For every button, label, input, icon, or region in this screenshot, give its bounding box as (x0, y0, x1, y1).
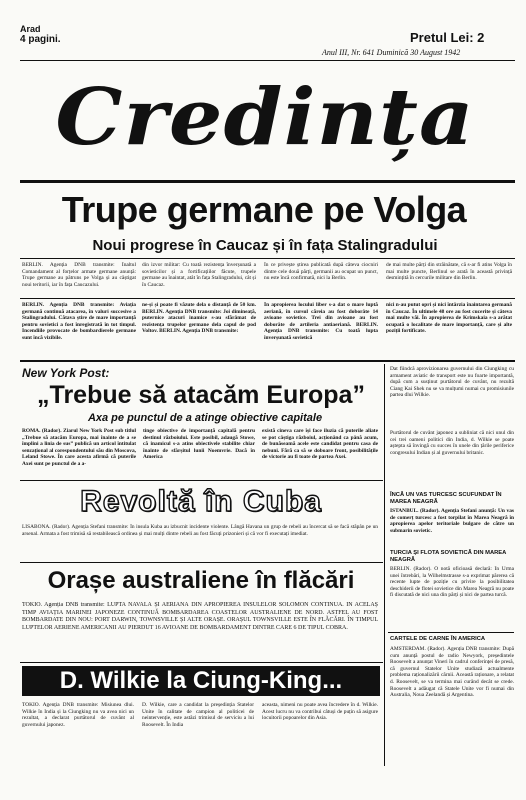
masthead-rule (20, 60, 515, 61)
wilkie-col-2: D. Wilkie, care a candidat la președinția Statelor Unite în calitate de campion al politicei de neintervenție, este astăzi trimisul de serviciu a lui Roosevelt. În India (142, 702, 254, 728)
issue-line: Anul III, Nr. 641 Duminică 30 August 1942 (322, 48, 461, 57)
volga-col-4b: nici n-au putut opri și nici întârzia înaintarea germană în Caucaz. În ultimele 48 ore au fost cucerite și câteva mai multe văi. În apropierea de Krimskaia s-a arătat ocupată o localitate de mare importanță, care și alte poziții fortificate. (386, 302, 512, 335)
cuba-bottom-rule (20, 562, 383, 563)
europa-subhead: Axa pe punctul de a atinge obiective capitale (87, 412, 323, 424)
europa-bottom-rule (20, 480, 383, 481)
australia-bottom-rule (20, 662, 383, 663)
volga-col-1: BERLIN. Agenția DNB transmite: Înaltul Comandament al forțelor armate germane anunță: Trupe germane au pătruns pe Volga și au câștigat noui teritorii, iar în fața Caucazului. (22, 262, 136, 288)
sidebar-divider (384, 364, 385, 606)
sidebar-heading-3: CARTELE DE CARNE ÎN AMERICA (390, 636, 486, 642)
europa-col-3: există cineva care își face iluzia că puterile aliate se pot câștiga războiul, acționând ca până acum, de bunăseamă acele este candidat pentru casa de nebuni. Fără ca să se doboare front, posibilitățile de victorie au fi toate de partea Axei. (262, 428, 378, 461)
volga-col-1b: BERLIN. Agenția DNB transmite: Aviația germană continuă atacarea, în valuri succesive a Stalingradului. Cătava știre de mare importanță pentru sovietici a fost înregistrată în tot timpul. Incendiile provocate de bombardierele germane sunt încă vizibile. (22, 302, 136, 341)
volga-subhead: Noui progrese în Caucaz și în fața Stalingradului (92, 237, 438, 254)
volga-col-3: În ce privește știrea publicată după câteva ciocniri dintre cele două părți, germanii au ocupat un punct, nu este încă confirmată, nici la Berlin. (264, 262, 378, 282)
sidebar-divider-lower (384, 606, 385, 766)
sidebar-para-2: Purtătorul de cuvânt japonez a subliniat că nici unul din cei trei oameni politici din India, d. Wilkie se poate aștepta să învingă cu succes în unele din țările periferice congresului Indian și al guvernului britanic. (390, 430, 514, 456)
volga-col-3b: În apropierea locului liber s-a dat o mare luptă aeriană, în cursul căreia au fost doborâte 14 avioane sovietice. Trei din avioane au fost doborâte de artileria antiaeriană. BERLIN. Agenția DNB transmite: Cu toată lupta înverșunată sovietică (264, 302, 378, 341)
sidebar-heading-2: TURCIA ȘI FLOTA SOVIETICĂ DIN MAREA NEAGRĂ (390, 550, 507, 563)
volga-mid-rule (20, 298, 515, 299)
page-count: 4 pagini. (20, 34, 61, 45)
volga-col-4: de mai multe părți din străinătate, că s-ar fi atins Volga în mai multe puncte, Berlinul se arată în această privință desmințită în cercurile militare din Berlin. (386, 262, 512, 282)
sidebar-heading-1: ÎNCĂ UN VAS TURCESC SCUFUNDAT ÎN MAREA NEAGRĂ (390, 492, 502, 505)
volga-bottom-rule (20, 360, 515, 362)
title-rule (20, 180, 515, 183)
sidebar-para-1: Dat fiindcă aprovizionarea guvernului din Ciungking cu armament aviatic de transport este nu foarte importantă, după cum a susținut purtătorul de cuvânt, nu rezultă Ciang Kai Shek nu se va mulțumi numai cu promisiunile partea dlui Wilkie. (390, 366, 514, 399)
volga-col-2b: ne-și și poate fi văzute dela o distanță de 50 km. BERLIN. Agenția DNB transmite: Joi dimineață, puternice atacuri inamice s-au sfărâmat de rezistența trupelor germane dela capul de pod Voltov. BERLIN. Agenția DNB transmite: (142, 302, 256, 335)
sidebar-para-3: ISTANBUL. (Rador). Agenția Stefani anunță: Un vas de comerț turcesc a fost torpilat în Marea Neagră în apropierea apelor teritoriale bulgare de către un submarin sovietic. (390, 508, 514, 534)
wilkie-col-3: aceasta, nimeni nu poate avea încredere în d. Wilkie. Acest lucru nu va contribui câtuși de puțin să asigure locuitorii popoarelor din Asia. (262, 702, 378, 722)
cuba-headline: Revoltă în Cuba (80, 485, 322, 518)
volga-col-2: din izvor militar: Cu toată rezistența înverșunată a sovieticilor și a fortificațiilor făcute, trupele germane au înaintat, atât în fața Stalingradului, cât și în Caucaz. (142, 262, 256, 288)
volga-sub-rule (20, 258, 515, 259)
wilkie-headline: D. Wilkie la Ciung-King... (22, 666, 380, 696)
europa-headline: „Trebue să atacăm Europa” (37, 381, 365, 409)
europa-col-2: tinge obiective de importanță capitală pentru destinul războiului. Este posibil, adaugă Stowe, că inamicul s-a atins obiectivele stabilite chiar înainte de sfârșitul lunii Noemvrie. Dacă în America (143, 428, 255, 461)
newspaper-title: Credința (55, 72, 475, 163)
price: Pretul Lei: 2 (410, 30, 485, 45)
volga-headline: Trupe germane pe Volga (61, 189, 467, 230)
sidebar-para-4: BERLIN. (Rador). O notă oficioasă declară: În Urma unei întrebări, la Wilhelmstrasse s-a exprimat părerea că recente lupte de poziție cu privire la posibilitatea deschiderii de flotei sovietice din Marea Neagră nu poate fi discutată de nici una din părți și nici de partea turcă. (390, 566, 514, 599)
wilkie-col-1: TOKIO. Agenția DNB transmite: Misiunea dlui. Wilkie în India și la Ciungking nu va avea nici un rezultat, a declarat purtătorul de cuvânt al guvernului japonez. (22, 702, 134, 728)
sidebar-rule (388, 632, 514, 633)
cuba-body: LISABONA. (Rador). Agenția Stefani transmite: În insula Kuba au izbucnit incidente violente. Lângă Havana un grup de rebeli au încercat să se facă stăpân pe un arsenal. Armata a fost trimisă să restabilească ordinea și mai mulți dintre rebeli au fost făcuți prizonieri și că vor fi executați imediat. (22, 524, 378, 537)
europa-kicker: New York Post: (22, 366, 110, 380)
australia-headline: Orașe australiene în flăcări (47, 567, 355, 594)
location: Arad (20, 24, 41, 34)
australia-body: TOKIO. Agenția DNB transmite: LUPTA NAVALĂ ȘI AERIANĂ DIN APROPIEREA INSULELOR SOLOMON CONTINUĂ. ÎN ACELAȘ TIMP AVIAȚIA MARINEI JAPONEZE CONTINUĂ BOMBARDAREA COASTELOR AUSTRALIENE DE NORD. ASTFEL AU FOST BOMBARDATE DIN NOU: PORT DARWIN, TOWNSVILLE ȘI ALTE ORAȘE. ORAȘUL TOWNSVILLE ESTE ÎN FLĂCĂRI. ÎN TIMPUL LUPTELOR AERIENE AMERICANII AU PIERDUT 16 AVIOANE DE BOMBARDAMENT DINTRE CARE 6 DE TIPUL COBRA. (22, 602, 378, 631)
sidebar-para-5: AMSTERDAM. (Rador). Agenția DNB transmite: După cum anunță postul de radio Newyork, președintele Roosevelt a anunțat Vineri în cadrul conferinței de presă, că guvernul Statelor Unite studiază actualmente problema raționalizării cărnii. Această raționare, a relatat d. Roosevelt, se va termina mai curând decât se crede. Roosevelt a adăugat că Statele Unite vor fi numai din Australia, Noua Zeelandă și Argentina. (390, 646, 514, 699)
europa-col-1: ROMA. (Rador). Ziarul New York Post sub titlul „Trebue să atacăm Europa, mai înainte de a se împlini a linia de sus” publică un articol întitulat senzațional al corespondentului său din Moscova, Leland Stowe. În care acesta afirmă că puterile Axei sunt pe punctul de a a- (22, 428, 136, 467)
